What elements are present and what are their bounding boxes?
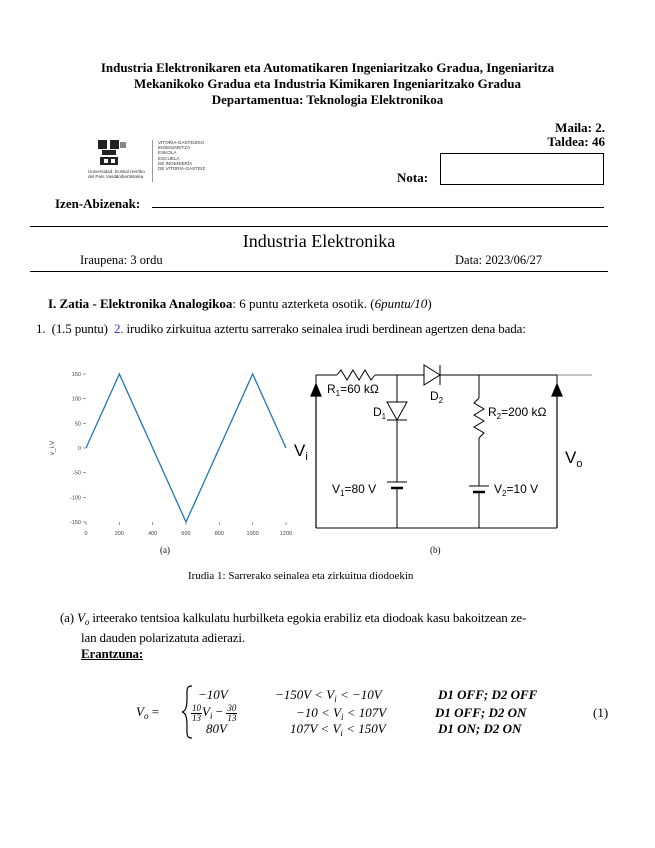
eq-row3-expr <box>206 721 227 737</box>
frac-den: 13 <box>227 712 237 723</box>
logo-line: ESCUELA <box>158 155 180 161</box>
x-tick-label: 400 <box>148 531 158 537</box>
subq-text-2: lan dauden polarizatuta adierazi. <box>81 630 245 645</box>
eq-cond-end: < 150V <box>342 721 386 736</box>
section-points: : 6 puntu azterketa osotik. ( <box>232 296 375 311</box>
frac-num: 10 <box>192 702 201 713</box>
eq-lhs-sub: o <box>143 711 149 721</box>
logo-line: DE INGENIERÍA <box>158 160 193 166</box>
question-points: (1.5 puntu) <box>51 321 108 336</box>
eq-frac <box>191 704 202 723</box>
eq-row1-cond <box>275 687 382 704</box>
logo-text-es <box>88 169 118 179</box>
nota-label: Nota: <box>397 170 429 185</box>
eq-sign: = <box>148 704 160 719</box>
eq-cond-end: < 107V <box>343 705 387 720</box>
logo-divider <box>152 140 153 182</box>
eq-row2-cond <box>296 705 386 722</box>
d2-diode-icon <box>424 365 440 385</box>
logo-line: VITORIA-GASTEIZKO <box>158 140 205 145</box>
iraupena-text: Iraupena: 3 ordu <box>80 253 163 267</box>
y-tick-label: 0 <box>77 446 81 452</box>
y-tick-label: 150 <box>71 372 81 378</box>
x-tick-label: 600 <box>181 531 191 537</box>
izen-abizenak-label: Izen-Abizenak: <box>55 196 141 211</box>
y-tick-label: 100 <box>71 396 81 403</box>
subq-text-1: irteerako tentsioa kalkulatu hurbilketa egokia erabiliz eta diodoak kasu bakoitzean ze- <box>89 610 527 625</box>
r1-label: $R_1=60$ kΩ <box>327 382 379 398</box>
logo-line: INGENIARITZA <box>158 145 191 151</box>
date-text: Data: 2023/06/27 <box>455 253 543 267</box>
eq-var-sub: i <box>209 711 213 721</box>
upv-ehu-emblem-icon <box>92 138 132 168</box>
logo-text-school <box>158 140 205 171</box>
maila-text: Maila: 2. <box>555 120 605 135</box>
x-tick-label: 200 <box>114 531 124 537</box>
logo-line: Universidad <box>88 169 113 174</box>
figure-reference-link[interactable]: 2. <box>113 321 124 336</box>
course-info <box>547 121 605 149</box>
frac-num: 30 <box>227 702 237 713</box>
subquestion-a <box>60 610 615 662</box>
r2-resistor-icon <box>474 398 484 438</box>
d1-label: $D_1$ <box>373 405 387 421</box>
department-header <box>40 60 615 108</box>
vi-label: $V_i$ <box>294 441 308 463</box>
eq-expr: −10V <box>198 687 228 702</box>
figure-a-label: (a) <box>160 545 170 555</box>
r2-label: $R_2=200$ kΩ <box>488 405 547 421</box>
y-tick-label: -50 <box>73 470 81 477</box>
section-heading <box>48 296 432 312</box>
eq-cond-sub: i <box>340 728 343 738</box>
izen-abizenak-line[interactable] <box>152 207 604 208</box>
logo-text-eu <box>115 169 145 179</box>
eq-cond-sub: i <box>341 712 344 722</box>
eq-lhs-var: V <box>136 704 144 719</box>
v1-label: $V_1=80$ V <box>332 482 377 498</box>
logo-line: DE VITORIA-GASTEIZ <box>158 166 206 172</box>
eq-cond: −10 < V <box>296 705 341 720</box>
nota-box[interactable] <box>440 153 604 185</box>
eq-minus: − <box>212 704 227 719</box>
logo-line: del País Vasco <box>88 174 119 180</box>
eq-cond: 107V < V <box>290 721 341 736</box>
subq-var-sub: o <box>84 617 90 627</box>
v2-label: $V_2=10$ V <box>494 482 539 498</box>
chart-series <box>86 374 286 522</box>
equation-number: (1) <box>593 705 609 720</box>
x-tick-label: 1000 <box>246 531 259 537</box>
eq-cond-end: < −10V <box>336 687 382 702</box>
eq-row3-cond <box>290 721 386 738</box>
eq-row2-state: D1 OFF; D2 ON <box>435 705 527 720</box>
section-points-math: 6puntu/10 <box>374 296 428 311</box>
title-bottom-rule <box>30 271 608 272</box>
figure-b-label: (b) <box>430 545 441 555</box>
header-line: Industria Elektronikaren eta Automatikaren Ingeniaritzako Gradua, Ingeniaritza <box>100 60 555 75</box>
d2-label: $D_2$ <box>430 389 444 405</box>
x-tick-label: 1200 <box>279 531 293 537</box>
answer-heading: Erantzuna: <box>81 646 144 661</box>
question-text: irudiko zirkuitua aztertu sarrerako seinalea irudi berdinean agertzen dena bada: <box>126 321 526 336</box>
y-tick-label: -150 <box>69 520 81 526</box>
frac-den: 13 <box>192 712 201 723</box>
logo-line: Euskal Herriko <box>115 169 145 174</box>
logo-line: ESKOLA <box>158 150 177 156</box>
r1-resistor-icon <box>337 370 375 380</box>
question-1 <box>36 321 526 337</box>
figure-caption: Irudia 1: Sarrerako seinalea eta zirkuitua diodoekin <box>188 570 414 582</box>
title-top-rule <box>30 226 608 227</box>
equation-lhs <box>136 704 159 721</box>
eq-expr: 80V <box>206 721 227 736</box>
eq-frac <box>226 704 237 723</box>
y-tick-label: 50 <box>74 421 81 428</box>
d1-diode-icon <box>387 402 407 420</box>
header-line: Mekanikoko Gradua eta Industria Kimikaren Ingeniaritzako Gradua <box>134 76 521 91</box>
exam-title: Industria Elektronika <box>242 231 396 251</box>
university-logo <box>88 138 232 184</box>
header-line: Departamentua: Teknologia Elektronikoa <box>211 92 444 107</box>
vi-arrowhead-icon <box>311 384 321 396</box>
section-points-end: ) <box>427 296 432 311</box>
eq-var: V <box>202 704 210 719</box>
section-title: I. Zatia - Elektronika Analogikoa <box>48 296 233 311</box>
diode-circuit <box>292 358 622 548</box>
input-signal-chart <box>42 362 298 542</box>
subq-label: (a) <box>60 610 74 625</box>
signal-line <box>86 374 286 522</box>
subq-var: V <box>77 610 85 625</box>
y-axis-label: v_i,V <box>49 440 56 456</box>
eq-row1-state: D1 OFF; D2 OFF <box>438 687 538 702</box>
taldea-text: Taldea: 46 <box>547 134 605 149</box>
x-tick-label: 800 <box>214 531 224 537</box>
eq-row3-state: D1 ON; D2 ON <box>438 721 522 736</box>
eq-cond: −150V < V <box>275 687 335 702</box>
x-tick-label: 0 <box>84 531 88 537</box>
eq-cond-sub: i <box>334 694 337 704</box>
question-number: 1. <box>36 321 46 336</box>
chart-ticks <box>49 372 292 537</box>
y-tick-label: -100 <box>69 495 81 502</box>
logo-line: Unibertsitatea <box>115 174 144 180</box>
vo-label: $V_o$ <box>565 448 583 470</box>
vo-arrowhead-icon <box>552 384 562 396</box>
